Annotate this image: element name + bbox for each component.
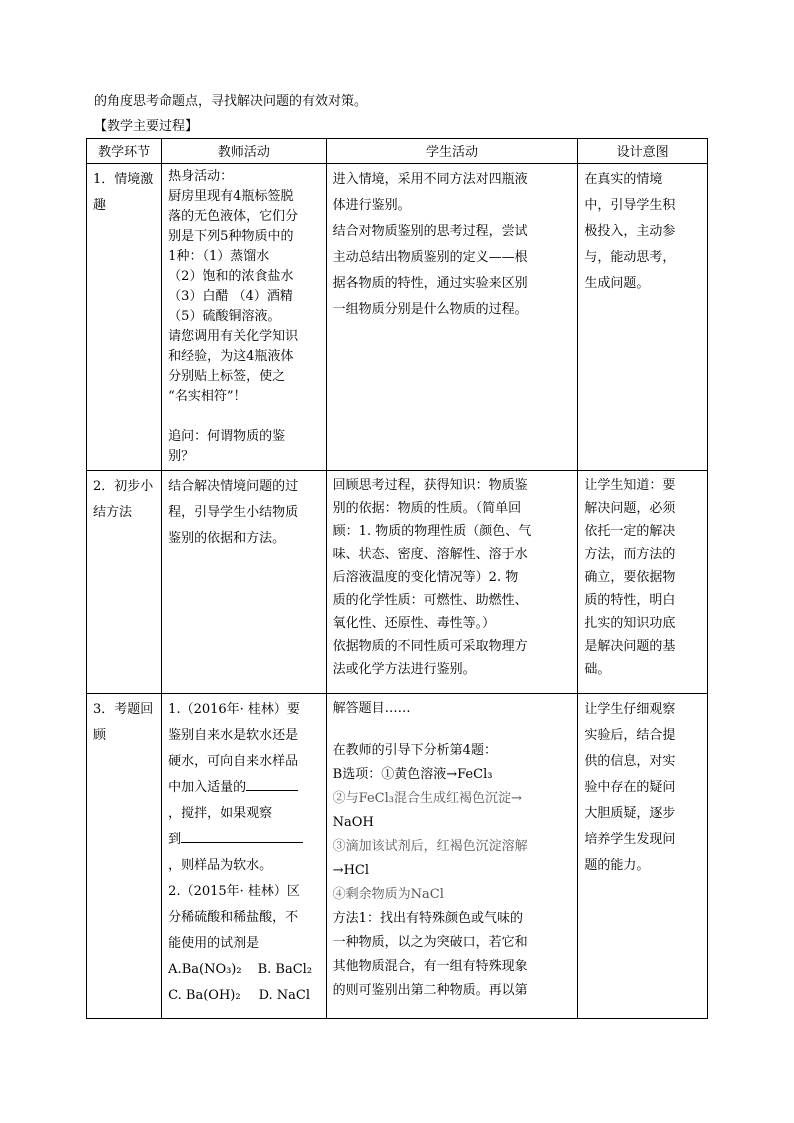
intent-text: 与，能动思考， [584,250,676,265]
intent-text: 大胆质疑，逐步 [584,806,676,821]
question-line [168,775,320,801]
intent-text: 让学生仔细观察 [584,702,676,717]
options-line [168,983,320,1009]
student-text: 味、状态、密度、溶解性、溶于水 [332,547,528,562]
student-text: B选项：①黄色溶液→FeCl₃ [332,767,493,782]
question-text: ，则样品为软水。 [168,858,273,873]
table-row [87,471,708,694]
intent-cell [578,471,708,694]
intent-text: 验中存在的疑问 [584,780,676,795]
student-text: 体进行鉴别。 [332,198,411,213]
teacher-cell [162,471,327,694]
header-intent: 设计意图 [578,139,708,164]
intent-text: 质的特性，明白 [584,593,676,608]
table-row [87,164,708,471]
intent-text: 供的信息，对实 [584,754,676,769]
intent-text: 让学生知道：要 [584,478,676,493]
question-text: 2.（2015年· 桂林）区 [168,884,300,899]
question-text: 中加入适量的 [168,780,247,795]
intent-text: 中，引导学生积 [584,198,676,213]
intent-text: 生成问题。 [584,276,650,291]
teacher-text: “名实相符”！ [168,389,247,404]
student-text: ④剩余物质为NaCl [332,887,444,902]
stage-text: 结方法 [93,505,133,520]
student-text: →HCl [332,863,370,878]
student-cell [326,694,578,1019]
student-text: 在教师的引导下分析第4题： [332,743,497,758]
stage-cell [87,471,162,694]
question-line [168,827,320,853]
header-stage: 教学环节 [87,139,162,164]
student-text: 据各物质的特性，通过实验来区别 [332,276,528,291]
intent-text: 实验后，结合提 [584,728,676,743]
student-text: ②与FeCl₃混合生成红褐色沉淀→ [332,791,522,806]
stage-text: 3．考题回 [93,702,154,717]
intent-text: 题的能力。 [584,858,650,873]
student-text: 的则可鉴别出第二种物质。再以第 [332,983,528,998]
teacher-text: 请您调用有关化学知识 [168,329,299,344]
intent-text: 是解决问题的基 [584,639,676,654]
teacher-text: （2）饱和的浓食盐水 [168,269,294,284]
intent-text: 依托一定的解决 [584,524,676,539]
teaching-process-table [86,138,708,1019]
question-text: 到 [168,832,182,847]
student-text: 其他物质混合，有一组有特殊现象 [332,959,528,974]
intent-text: 在真实的情境 [584,172,663,187]
intent-cell [578,694,708,1019]
option-c: C. Ba(OH)₂ [168,988,241,1003]
question-text: ，搅拌，如果观察 [168,806,273,821]
answer-blank [246,776,298,791]
teacher-text: 1种：（1）蒸馏水 [168,249,270,264]
student-text: 后溶液温度的变化情况等）2. 物 [332,570,519,585]
option-b: B. BaCl₂ [257,962,313,977]
teacher-text: 别？ [168,449,195,464]
stage-cell [87,164,162,471]
student-text: 氧化性、还原性、毒性等。） [332,616,496,631]
intent-text: 极投入，主动参 [584,224,676,239]
teacher-cell [162,164,327,471]
teacher-text: 别是下列5种物质中的 [168,229,294,244]
stage-text: 趣 [93,198,107,213]
student-text: 解答题目…… [332,701,411,716]
student-text: 结合对物质鉴别的思考过程，尝试 [332,224,528,239]
student-text: 进入情境，采用不同方法对四瓶液 [332,172,528,187]
student-text: 法或化学方法进行鉴别。 [332,662,476,677]
student-text: NaOH [332,815,374,830]
question-text: 能使用的试剂是 [168,936,260,951]
teacher-text: 结合解决情境问题的过 [168,479,299,494]
stage-text: 2．初步小 [93,479,154,494]
teacher-text: 和经验，为这4瓶液体 [168,349,294,364]
options-line [168,957,320,983]
student-text: 方法1：找出有特殊颜色或气味的 [332,911,523,926]
student-text: ③滴加该试剂后，红褐色沉淀溶解 [332,839,528,854]
answer-blank [181,828,303,843]
table-header-row [87,139,708,164]
question-text: 分稀硫酸和稀盐酸，不 [168,910,299,925]
option-a: A.Ba(NO₃)₂ [168,962,242,977]
student-text: 依据物质的不同性质可采取物理方 [332,639,528,654]
student-text: 质的化学性质：可燃性、助燃性、 [332,593,528,608]
option-d: D. NaCl [258,988,311,1003]
student-text: 顾：1. 物质的物理性质（颜色、气 [332,524,532,539]
stage-cell [87,694,162,1019]
header-student: 学生活动 [326,139,578,164]
blank-line [333,721,572,739]
teacher-text: （5）硫酸铜溶液。 [168,309,281,324]
teacher-text: 落的无色液体，它们分 [168,209,299,224]
teacher-text: （3）白醋 （4）酒精 [168,289,293,304]
teacher-text: 鉴别的依据和方法。 [168,531,286,546]
intent-text: 础。 [584,662,611,677]
question-text: 鉴别自来水是软水还是 [168,728,299,743]
student-text: 回顾思考过程，获得知识：物质鉴 [332,478,528,493]
intro-text: 的角度思考命题点，寻找解决问题的有效对策。 [94,94,368,109]
intent-text: 培养学生发现问 [584,832,676,847]
blank-line [168,407,320,427]
student-text: 一种物质，以之为突破口，若它和 [332,935,528,950]
student-text: 别的依据：物质的性质。（简单回 [332,501,522,516]
teacher-text: 分别贴上标签，使之 [168,369,286,384]
student-text: 一组物质分别是什么物质的过程。 [332,302,528,317]
intent-text: 确立，要依据物 [584,570,676,585]
student-text: 主动总结出物质鉴别的定义——根 [332,250,528,265]
teacher-text: 热身活动： [168,169,234,184]
stage-text: 1．情境激 [93,172,154,187]
intent-text: 扎实的知识功底 [584,616,676,631]
header-teacher: 教师活动 [162,139,327,164]
teacher-text: 程，引导学生小结物质 [168,505,299,520]
question-text: 1.（2016年· 桂林）要 [168,702,300,717]
student-cell [326,164,578,471]
teacher-text: 追问：何谓物质的鉴 [168,429,286,444]
intent-text: 解决问题，必须 [584,501,676,516]
stage-text: 顾 [93,728,107,743]
intent-text: 方法，而方法的 [584,547,676,562]
teacher-text: 厨房里现有4瓶标签脱 [168,189,294,204]
teacher-cell [162,694,327,1019]
student-cell [326,471,578,694]
intent-cell [578,164,708,471]
question-text: 硬水，可向自来水样品 [168,754,299,769]
section-heading: 【教学主要过程】 [94,119,199,134]
table-row [87,694,708,1019]
